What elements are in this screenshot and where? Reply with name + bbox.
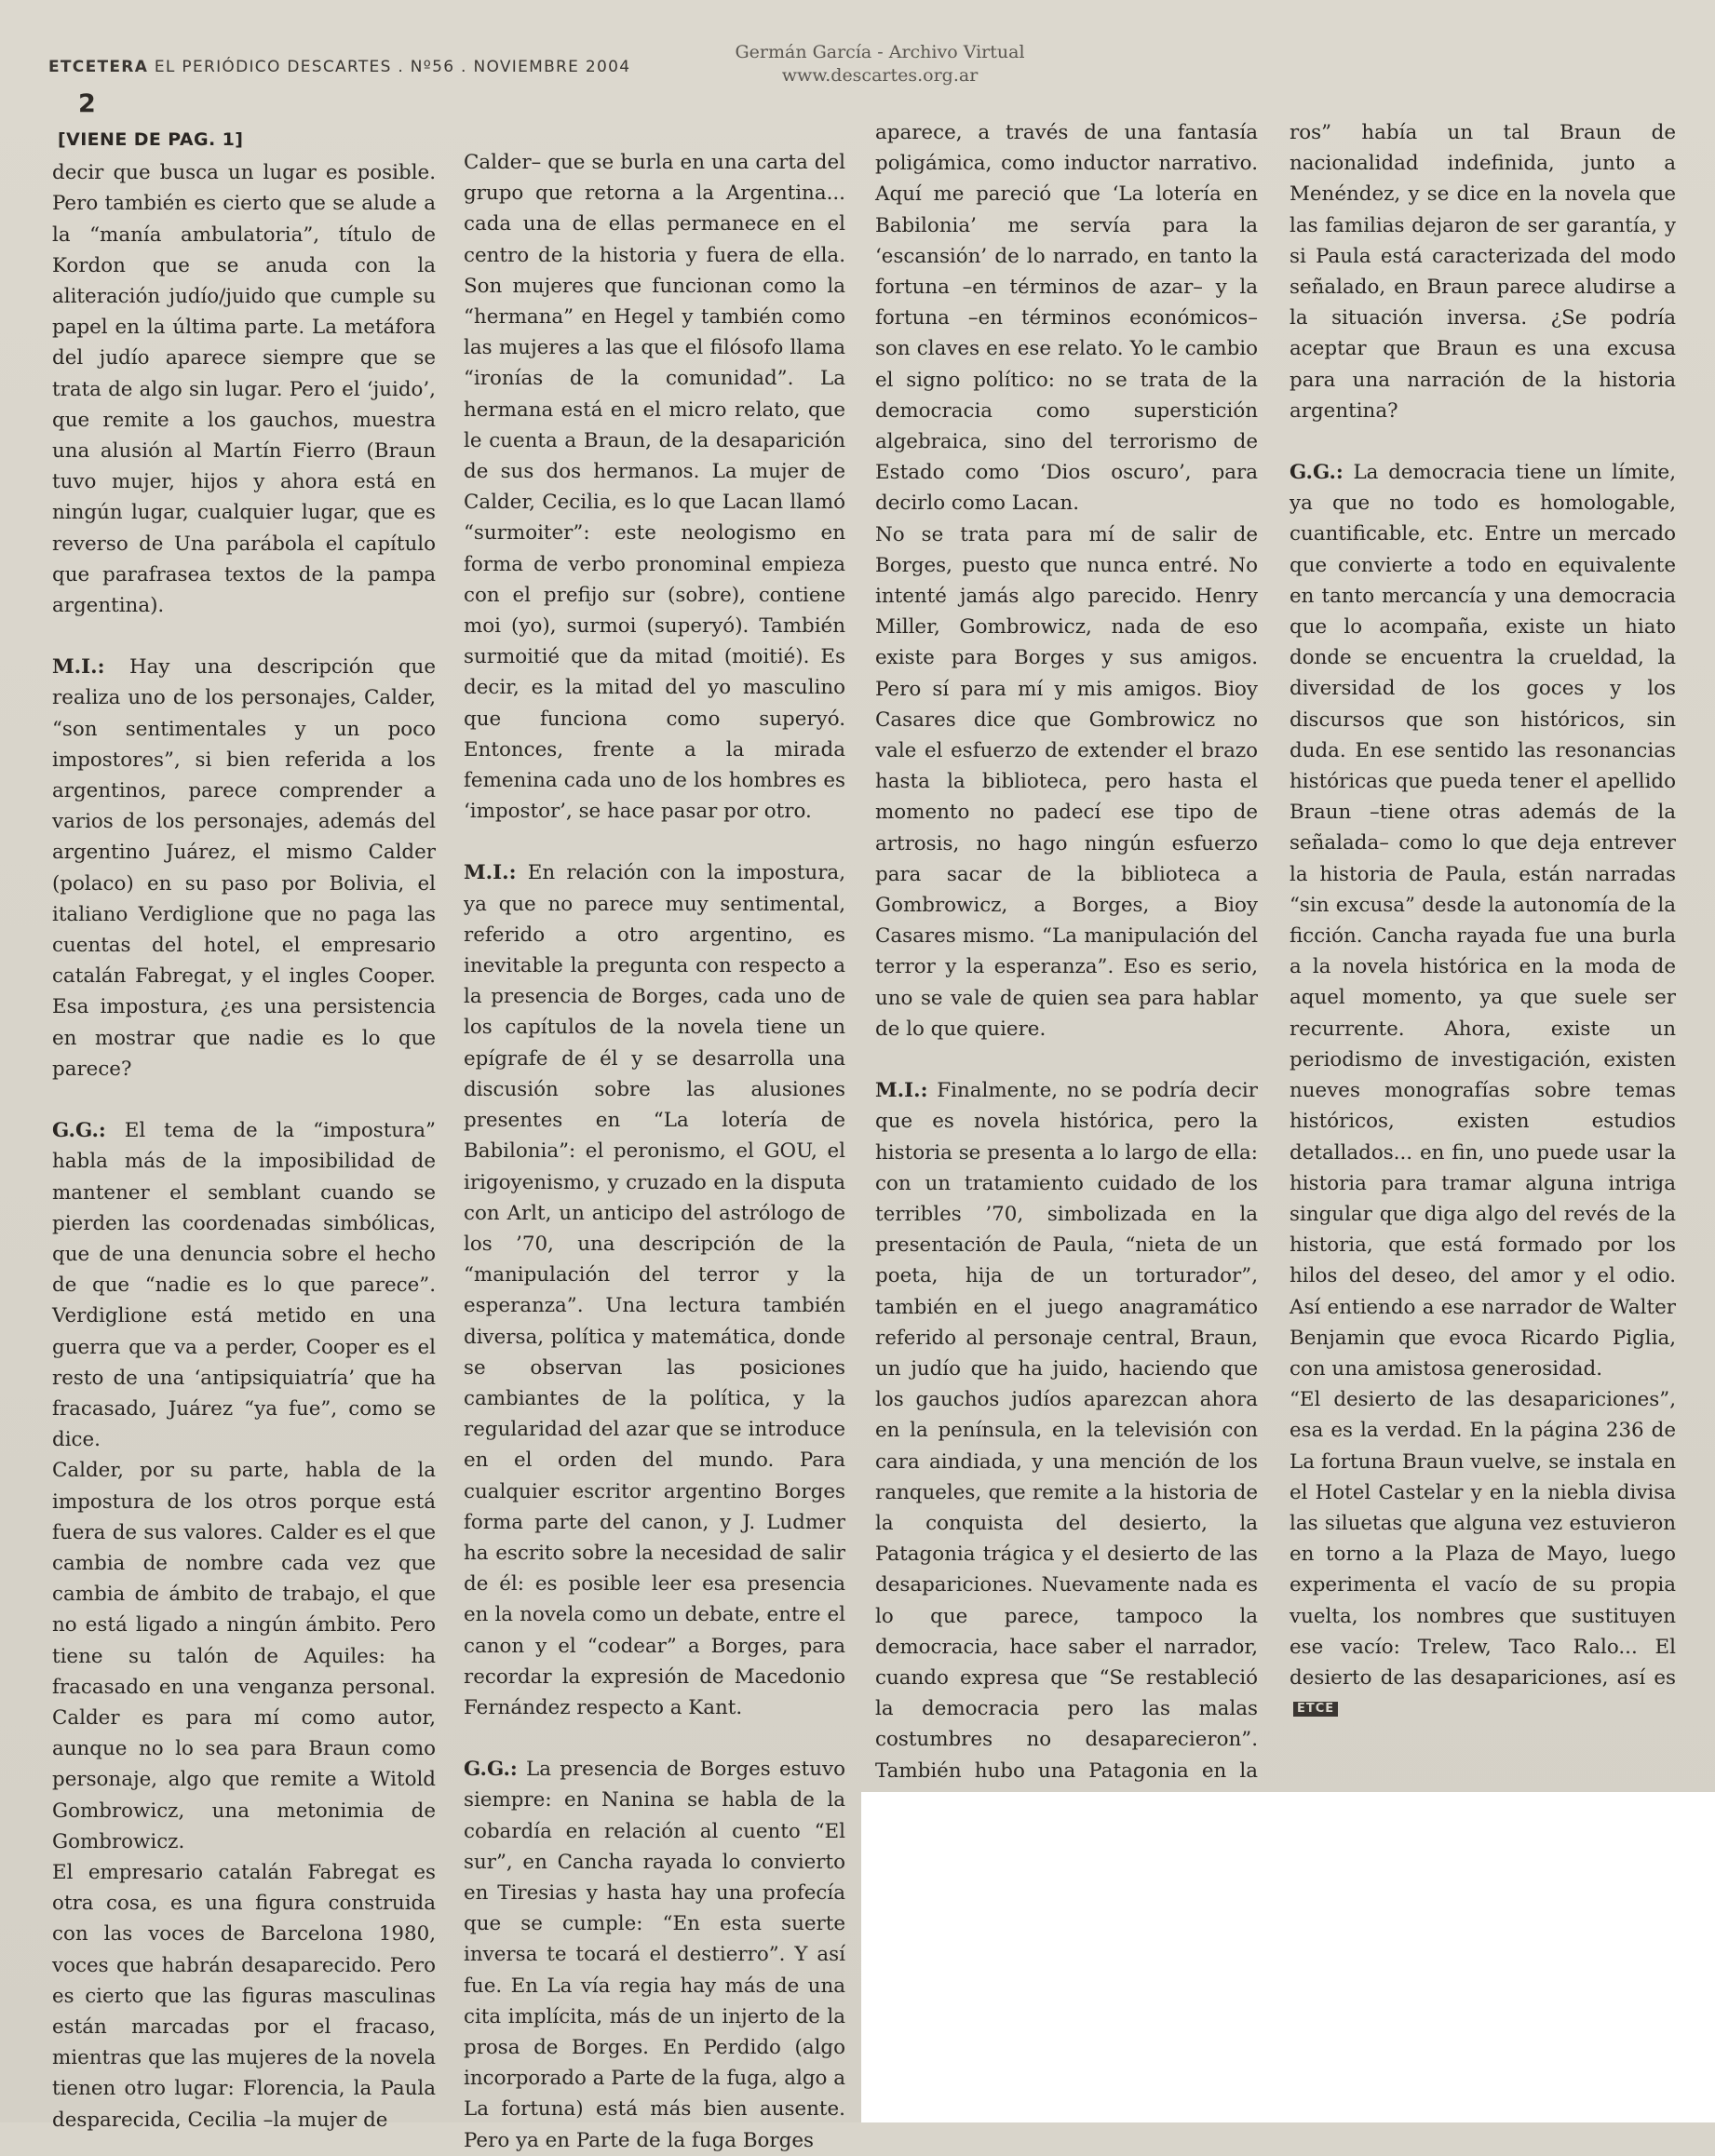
paragraph-text: Finalmente, no se podría decir que es novela histórica, pero la historia se presenta a lo largo de ella: con un tratamiento cuidado de los terribles ’70, simbolizada en la presentación de Paula, “nieta de un poeta, hija de un torturador”, también en el juego anagramático referido al personaje central, Braun, un judío que ha juido, haciendo que los gauchos judíos aparezcan ahora en la península, en la televisión con cara aindiada, y una mención de los ranqueles, que remite a la historia de la conquista del desierto, la Patagonia trágica y el desierto de las desapariciones. Nuevamente nada es lo que parece, tampoco la democracia, hace saber el narrador, cuando expresa que “Se restableció la democracia pero las malas costumbres no desaparecieron”. También hubo una Patagonia en la (875, 1079, 1258, 1783)
paragraph-answer (52, 1115, 436, 1455)
paragraph-text: “El desierto de las desapariciones”, esa es la verdad. En la página 236 de La fortuna Braun vuelve, se instala en el Hotel Castelar y en la niebla divisa las siluetas que alguna vez estuvieron en torno a la Plaza de Mayo, luego experimenta el vacío de su propia vuelta, los nombres que sustituyen ese vacío: Trelew, Taco Ralo... El desierto de las desapariciones, así es (1290, 1388, 1676, 1690)
paragraph: Calder, por su parte, habla de la impostura de los otros porque está fuera de sus valores. Calder es el que cambia de nombre cada vez que cambia de ámbito de trabajo, el que no está ligado a ningún ámbito. Pero tiene su talón de Aquiles: ha fracasado en una venganza personal. Calder es para mí como autor, aunque no lo sea para Braun como personaje, algo que remite a Witold Gombrowicz, una metonimia de Gombrowicz. (52, 1459, 436, 1853)
paragraph-final (1290, 1384, 1676, 1724)
speaker-label: M.I.: (875, 1079, 928, 1103)
column-4 (1290, 117, 1676, 1724)
paragraph: Calder– que se burla en una carta del grupo que retorna a la Argentina... cada una de ellas permanece en el centro de la historia y fuera de ella. Son mujeres que funcionan como la “hermana” en Hegel y también como las mujeres a las que el filósofo llama “ironías de la comunidad”. La hermana está en el micro relato, que le cuenta a Braun, de la desaparición de sus dos hermanos. La mujer de Calder, Cecilia, es lo que Lacan llamó “surmoiter”: este neologismo en forma de verbo pronominal empieza con el prefijo sur (sobre), contiene moi (yo), surmoi (superyó). También surmoitié que da mitad (moitié). Es decir, es la mitad del yo masculino que funciona como superyó. Entonces, frente a la mirada femenina cada uno de los hombres es ‘impostor’, se hace pasar por otro. (464, 151, 845, 824)
paragraph: aparece, a través de una fantasía poligámica, como inductor narrativo. Aquí me pareció que ‘La lotería en Babilonia’ me servía para la ‘escansión’ de lo narrado, en tanto la fortuna –en términos de azar– y la fortuna –en términos económicos– son claves en ese relato. Yo le cambio el signo político: no se trata de la democracia como superstición algebraica, sino del terrorismo de Estado como ‘Dios oscuro’, para decirlo como Lacan. (875, 121, 1258, 516)
brand-name: ETCETERA (48, 58, 149, 76)
paragraph-text: El tema de la “impostura” habla más de la imposibilidad de mantener el semblant cuando se pierden las coordenadas simbólicas, que de una denuncia sobre el hecho de que “nadie es lo que parece”. Verdiglione está metido en una guerra que va a perder, Cooper es el resto de una ‘antipsiquiatría’ que ha fracasado, Juárez “ya fue”, como se dice. (52, 1119, 436, 1452)
speaker-label: G.G.: (52, 1119, 106, 1143)
speaker-label: M.I.: (464, 861, 517, 885)
column-1 (52, 125, 436, 2136)
paragraph-question (875, 1075, 1258, 1817)
paragraph: El empresario catalán Fabregat es otra cosa, es una figura construida con las voces de Barcelona 1980, voces que habrán desaparecido. Pero es cierto que las figuras masculinas están marcadas por el fracaso, mientras que las mujeres de la novela tienen otro lugar: Florencia, la Paula desparecida, Cecilia –la mujer de (52, 1860, 436, 2132)
speaker-label: G.G.: (1290, 461, 1344, 485)
paragraph-question (52, 652, 436, 1085)
column-2 (464, 147, 845, 2156)
speaker-label: G.G.: (464, 1758, 518, 1782)
speaker-label: M.I.: (52, 655, 105, 680)
paragraph-text: En relación con la impostura, ya que no parece muy sentimental, referido a otro argentino, es inevitable la pregunta con respecto a la presencia de Borges, cada uno de los capítulos de la novela tiene un epígrafe de él y se desarrolla una discusión sobre las alusiones presentes en “La lotería de Babilonia”: el peronismo, el GOU, el irigoyenismo, y cruzado en la disputa con Arlt, un anticipo del astrólogo de los ’70, una descripción de la “manipulación del terror y la esperanza”. Una lectura también diversa, política y matemática, donde se observan las posiciones cambiantes de la política, y la regularidad del azar que se introduce en el orden del mundo. Para cualquier escritor argentino Borges forma parte del canon, y J. Ludmer ha escrito sobre la necesidad de salir de él: es posible leer esa presencia en la novela como un debate, entre el canon y el “codear” a Borges, para recordar la expresión de Macedonio Fernández respecto a Kant. (464, 861, 845, 1719)
archive-name: Germán García - Archivo Virtual (735, 42, 1025, 62)
column-3 (875, 117, 1258, 1817)
paragraph: ros” había un tal Braun de nacionalidad indefinida, junto a Menéndez, y se dice en la novela que las familias dejaron de ser garantía, y si Paula está caracterizada del modo señalado, en Braun parece aludirse a la situación inversa. ¿Se podría aceptar que Braun es una excusa para una narración de la historia argentina? (1290, 121, 1676, 423)
end-mark-logo: ETCE (1293, 1702, 1338, 1717)
blank-area (861, 1792, 1715, 2122)
paragraph-answer (464, 1754, 845, 2156)
paragraph: decir que busca un lugar es posible. Pero también es cierto que se alude a la “manía ambulatoria”, título de Kordon que se anuda con la aliteración judío/juido que cumple su papel en la última parte. La metáfora del judío aparece siempre que se trata de algo sin lugar. Pero el ‘juido’, que remite a los gauchos, muestra una alusión al Martín Fierro (Braun tuvo mujer, hijos y ahora está en ningún lugar, cualquier lugar, que es reverso de Una parábola el capítulo que parafrasea textos de la pampa argentina). (52, 161, 436, 618)
page-number: 2 (78, 89, 96, 118)
paragraph-text: La democracia tiene un límite, ya que no todo es homologable, cuantificable, etc. Entre un mercado que convierte a todo en equivalente en tanto mercancía y una democracia que lo acompaña, existe un hiato donde se encuentra la crueldad, la diversidad de los goces y los discursos que son históricos, sin duda. En ese sentido las resonancias históricas que pueda tener el apellido Braun –tiene otras además de la señalada– como lo que deja entrever la historia de Paula, están narradas “sin excusa” desde la autonomía de la ficción. Cancha rayada fue una burla a la novela histórica en la moda de aquel momento, ya que suele ser recurrente. Ahora, existe un periodismo de investigación, existen nueves monografías sobre temas históricos, existen estudios detallados... en fin, uno puede usar la historia para tramar alguna intriga singular que diga algo del revés de la historia, que está formado por los hilos del deseo, del amor y el odio. Así entiendo a ese narrador de Walter Benjamin que evoca Ricardo Piglia, con una amistosa generosidad. (1290, 461, 1676, 1381)
archive-url: www.descartes.org.ar (781, 65, 979, 86)
continued-from-kicker: [VIENE DE PAG. 1] (58, 129, 244, 150)
publication-info: EL PERIÓDICO DESCARTES . Nº56 . NOVIEMBRE 2004 (154, 58, 631, 76)
paragraph-text: Hay una descripción que realiza uno de los personajes, Calder, “son sentimentales y un poco impostores”, si bien referida a los argentinos, parece comprender a varios de los personajes, además del argentino Juárez, el mismo Calder (polaco) en su paso por Bolivia, el italiano Verdiglione que no paga las cuentas del hotel, el empresario catalán Fabregat, y el ingles Cooper. Esa impostura, ¿es una persistencia en mostrar que nadie es lo que parece? (52, 655, 436, 1081)
paragraph: No se trata para mí de salir de Borges, puesto que nunca entré. No intenté jamás algo parecido. Henry Miller, Gombrowicz, nada de eso existe para Borges y sus amigos. Pero sí para mí y mis amigos. Bioy Casares dice que Gombrowicz no vale el esfuerzo de extender el brazo hasta la biblioteca, pero hasta el momento no padecí ese tipo de artrosis, no hago ningún esfuerzo para sacar de la biblioteca a Gombrowicz, a Borges, a Bioy Casares mismo. “La manipulación del terror y la esperanza”. Eso es serio, uno se vale de quien sea para hablar de lo que quiere. (875, 522, 1258, 1041)
paragraph-text: La presencia de Borges estuvo siempre: en Nanina se habla de la cobardía en relación al cuento “El sur”, en Cancha rayada lo convierto en Tiresias y hasta hay una profecía que se cumple: “En esta suerte inversa te tocará el destierro”. Y así fue. En La vía regia hay más de una cita implícita, más de un injerto de la prosa de Borges. En Perdido (algo incorporado a Parte de la fuga, algo a La fortuna) está más bien ausente. Pero ya en Parte de la fuga Borges (464, 1758, 845, 2152)
archive-watermark (0, 41, 1715, 88)
paragraph-answer (1290, 457, 1676, 1384)
paragraph-question (464, 857, 845, 1723)
